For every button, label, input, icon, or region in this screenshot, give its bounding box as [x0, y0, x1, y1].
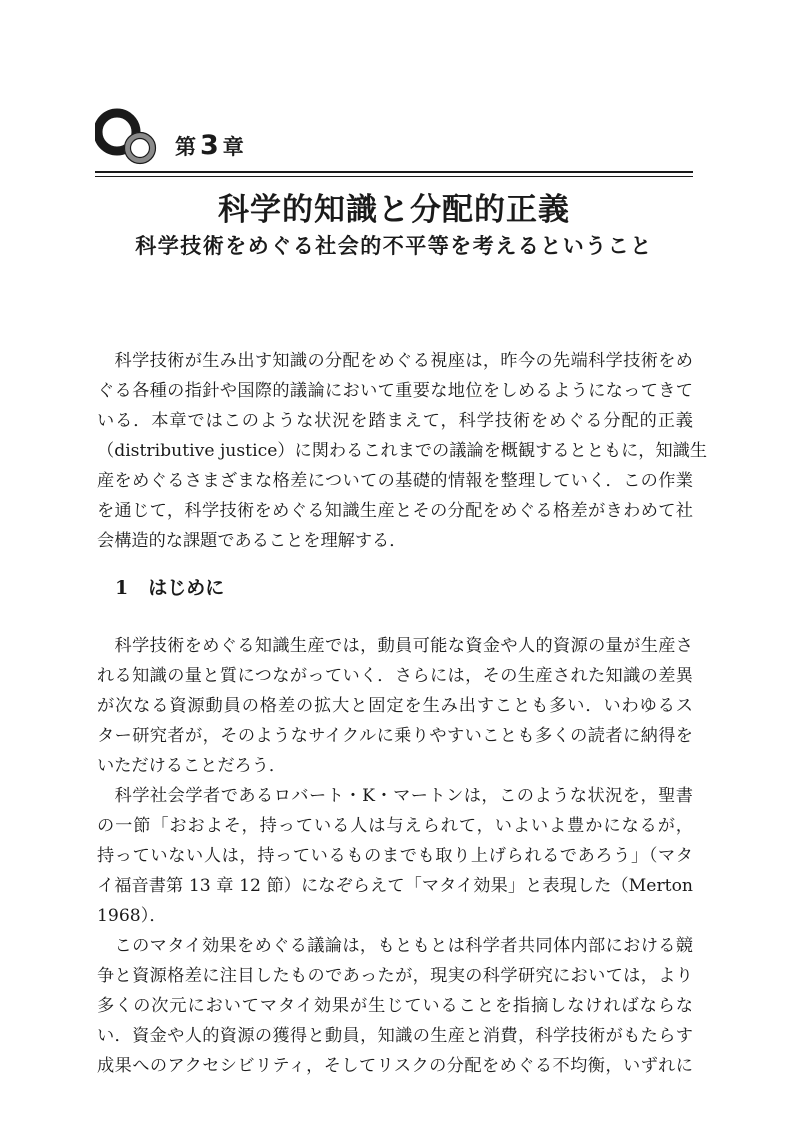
body-line: いただけることだろう． [97, 756, 287, 776]
section-number: 1 [115, 577, 129, 599]
body-line: 多くの次元においてマタイ効果が生じていることを指摘しなければならな [97, 996, 693, 1016]
chapter-subtitle: 科学技術をめぐる社会的不平等を考えるということ [135, 233, 653, 258]
abstract-line: いる．本章ではこのような状況を踏まえて，科学技術をめぐる分配的正義 [97, 411, 693, 431]
chapter-title: 科学的知識と分配的正義 [218, 192, 570, 228]
body-line: ター研究者が，そのようなサイクルに乗りやすいことも多くの読者に納得を [97, 726, 693, 746]
body-line: 成果へのアクセシビリティ，そしてリスクの分配をめぐる不均衡，いずれに [97, 1056, 693, 1076]
chapter-suffix: 章 [222, 135, 245, 159]
header-rule-thin [95, 176, 693, 177]
body-line: の一節「おおよそ，持っている人は与えられて，いよいよ豊かになるが， [97, 816, 693, 836]
body-line: い．資金や人的資源の獲得と動員，知識の生産と消費，科学技術がもたらす [97, 1026, 693, 1046]
abstract-line: （distributive justice）に関わるこれまでの議論を概観するとともに，知識生 [97, 441, 708, 461]
body-line: イ福音書第 13 章 12 節）になぞらえて「マタイ効果」と表現した（Merton [97, 876, 693, 896]
body-line: 科学技術をめぐる知識生産では，動員可能な資金や人的資源の量が生産さ [97, 636, 693, 656]
chapter-number: 3 [200, 130, 220, 161]
body-line: が次なる資源動員の格差の拡大と固定を生み出すことも多い．いわゆるス [97, 696, 693, 716]
abstract-line: ぐる各種の指針や国際的議論において重要な地位をしめるようになってきて [97, 381, 693, 401]
section-title: はじめに [148, 577, 225, 599]
body-line: 争と資源格差に注目したものであったが，現実の科学研究においては，より [97, 966, 693, 986]
abstract-line: 会構造的な課題であることを理解する． [97, 531, 407, 551]
body-line: 持っていない人は，持っているものまでも取り上げられるであろう」（マタ [97, 846, 693, 866]
body-line: 科学社会学者であるロバート・K・マートンは，このような状況を，聖書 [97, 786, 693, 806]
header-rule-thick [95, 171, 693, 173]
chapter-prefix: 第 [175, 135, 197, 159]
abstract-line: を通じて，科学技術をめぐる知識生産とその分配をめぐる格差がきわめて社 [97, 501, 693, 521]
body-line: 1968）． [97, 906, 167, 926]
abstract-line: 科学技術が生み出す知識の分配をめぐる視座は，昨今の先端科学技術をめ [97, 351, 693, 371]
chapter-label [175, 130, 245, 161]
body-line: れる知識の量と質につながっていく．さらには，その生産された知識の差異 [97, 666, 693, 686]
section-heading [115, 573, 224, 600]
chapter-mark-icon [95, 108, 159, 168]
chapter-header [95, 108, 695, 180]
body-line: このマタイ効果をめぐる議論は，もともとは科学者共同体内部における競 [97, 936, 693, 956]
abstract-line: 産をめぐるさまざまな格差についての基礎的情報を整理していく．この作業 [97, 471, 693, 491]
